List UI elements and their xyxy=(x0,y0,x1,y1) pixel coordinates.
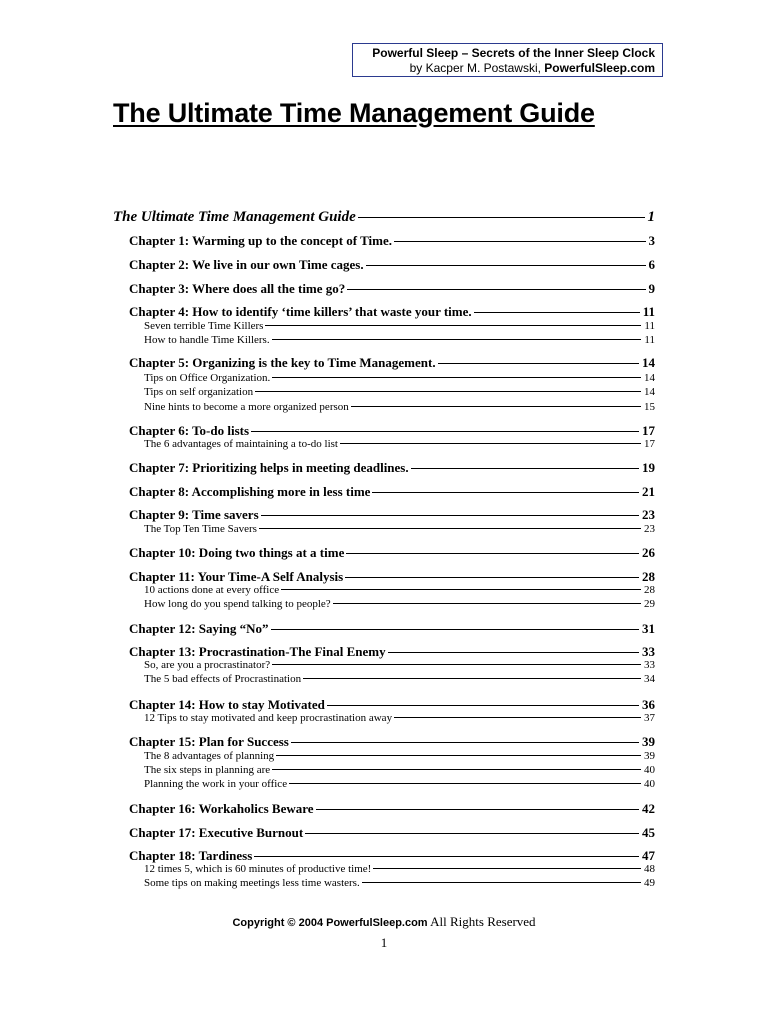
toc-entry-label: How long do you spend talking to people? xyxy=(144,598,331,610)
toc-leader-line xyxy=(358,217,645,218)
toc-page-number: 17 xyxy=(642,423,655,438)
toc-entry-label: Chapter 1: Warming up to the concept of Time. xyxy=(129,233,393,248)
toc-section-entry[interactable] xyxy=(144,712,655,724)
toc-entry-label: Chapter 4: How to identify ‘time killers’ that waste your time. xyxy=(129,304,472,319)
toc-leader-line xyxy=(438,363,639,364)
toc-entry-label: Chapter 15: Plan for Success xyxy=(129,734,289,749)
toc-chapter-entry[interactable] xyxy=(129,423,655,439)
toc-page-number: 21 xyxy=(642,484,655,499)
toc-chapter-entry[interactable] xyxy=(129,304,655,320)
toc-leader-line xyxy=(362,882,641,883)
toc-page-number: 11 xyxy=(642,304,655,319)
toc-section-entry[interactable] xyxy=(144,523,655,535)
toc-chapter-entry[interactable] xyxy=(129,644,655,660)
toc-entry-label: Nine hints to become a more organized person xyxy=(144,401,349,413)
toc-page-number: 14 xyxy=(644,372,655,384)
toc-section-entry[interactable] xyxy=(144,584,655,596)
toc-leader-line xyxy=(272,339,642,340)
toc-leader-line xyxy=(411,468,639,469)
toc-entry-label: Chapter 16: Workaholics Beware xyxy=(129,801,314,816)
toc-leader-line xyxy=(271,629,639,630)
toc-leader-line xyxy=(316,809,639,810)
toc-entry-label: Chapter 5: Organizing is the key to Time Management. xyxy=(129,355,436,370)
toc-chapter-entry[interactable] xyxy=(129,507,655,523)
toc-page-number: 3 xyxy=(648,233,655,248)
page-number: 1 xyxy=(380,935,388,950)
toc-leader-line xyxy=(289,783,641,784)
toc-entry-label: So, are you a procrastinator? xyxy=(144,659,271,671)
toc-chapter-entry[interactable] xyxy=(129,484,655,500)
toc-chapter-entry[interactable] xyxy=(129,545,655,561)
toc-leader-line xyxy=(372,492,639,493)
toc-entry-label: Chapter 11: Your Time-A Self Analysis xyxy=(129,569,344,584)
toc-leader-line xyxy=(373,868,641,869)
toc-page-number: 28 xyxy=(644,584,655,596)
toc-section-entry[interactable] xyxy=(144,598,655,610)
toc-entry-label: Chapter 7: Prioritizing helps in meeting deadlines. xyxy=(129,460,409,475)
toc-entry-label: Tips on Office Organization. xyxy=(144,372,271,384)
toc-leader-line xyxy=(394,717,641,718)
footer xyxy=(0,914,768,930)
toc-page-number: 33 xyxy=(642,644,655,659)
toc-leader-line xyxy=(276,755,641,756)
toc-entry-label: 12 times 5, which is 60 minutes of productive time! xyxy=(144,863,372,875)
toc-leader-line xyxy=(272,377,641,378)
toc-leader-line xyxy=(474,312,640,313)
toc-entry-label: Some tips on making meetings less time wasters. xyxy=(144,877,360,889)
toc-page-number: 42 xyxy=(642,801,655,816)
toc-entry-label: Chapter 12: Saying “No” xyxy=(129,621,269,636)
toc-leader-line xyxy=(265,325,641,326)
toc-entry-label: Chapter 14: How to stay Motivated xyxy=(129,697,325,712)
toc-section-entry[interactable] xyxy=(144,372,655,384)
toc-entry-label: How to handle Time Killers. xyxy=(144,334,270,346)
toc-page-number: 29 xyxy=(644,598,655,610)
toc-page-number: 40 xyxy=(644,764,655,776)
website-link[interactable]: PowerfulSleep.com xyxy=(544,61,655,75)
toc-entry-label: The 5 bad effects of Procrastination xyxy=(144,673,302,685)
toc-leader-line xyxy=(303,678,641,679)
toc-section-entry[interactable] xyxy=(144,659,655,671)
toc-leader-line xyxy=(259,528,641,529)
toc-page-number: 36 xyxy=(642,697,655,712)
toc-page-number: 19 xyxy=(642,460,655,475)
page-title: The Ultimate Time Management Guide xyxy=(113,98,595,128)
toc-leader-line xyxy=(345,577,639,578)
toc-page-number: 23 xyxy=(644,523,655,535)
toc-page-number: 39 xyxy=(644,750,655,762)
toc-section-entry[interactable] xyxy=(144,401,655,413)
author-name: by Kacper M. Postawski, xyxy=(409,61,545,75)
toc-page-number: 14 xyxy=(644,386,655,398)
toc-leader-line xyxy=(255,391,641,392)
toc-entry-label: Chapter 2: We live in our own Time cages. xyxy=(129,257,364,272)
toc-entry-label: Chapter 8: Accomplishing more in less time xyxy=(129,484,371,499)
author-line xyxy=(353,61,655,76)
toc-entry-label: 10 actions done at every office xyxy=(144,584,280,596)
toc-leader-line xyxy=(366,265,646,266)
toc-page-number: 34 xyxy=(644,673,655,685)
toc-leader-line xyxy=(272,664,641,665)
toc-page-number: 26 xyxy=(642,545,655,560)
toc-section-entry[interactable] xyxy=(144,750,655,762)
toc-chapter-entry[interactable] xyxy=(129,697,655,713)
toc-section-entry[interactable] xyxy=(144,334,655,346)
toc-leader-line xyxy=(347,289,645,290)
toc-page-number: 14 xyxy=(642,355,655,370)
toc-entry-label: Tips on self organization xyxy=(144,386,254,398)
toc-entry-label: The 6 advantages of maintaining a to-do list xyxy=(144,438,338,450)
toc-entry-label: The Top Ten Time Savers xyxy=(144,523,257,535)
toc-section-entry[interactable] xyxy=(144,877,655,889)
book-title: Powerful Sleep – Secrets of the Inner Sleep Clock xyxy=(372,46,655,60)
toc-page-number: 28 xyxy=(642,569,655,584)
toc-page-number: 17 xyxy=(644,438,655,450)
toc-page-number: 47 xyxy=(642,848,655,863)
toc-page-number: 23 xyxy=(642,507,655,522)
toc-entry-label: Chapter 13: Procrastination-The Final Enemy xyxy=(129,644,386,659)
toc-chapter-entry[interactable] xyxy=(129,734,655,750)
toc-page-number: 48 xyxy=(644,863,655,875)
toc-entry-label: The Ultimate Time Management Guide xyxy=(113,209,356,225)
toc-page-number: 49 xyxy=(644,877,655,889)
toc-page-number: 11 xyxy=(644,320,655,332)
toc-section-entry[interactable] xyxy=(144,320,655,332)
toc-entry-label: Chapter 9: Time savers xyxy=(129,507,259,522)
toc-leader-line xyxy=(388,652,639,653)
toc-leader-line xyxy=(251,431,639,432)
toc-section-entry[interactable] xyxy=(144,764,655,776)
toc-leader-line xyxy=(327,705,639,706)
toc-leader-line xyxy=(305,833,639,834)
toc-chapter-entry[interactable] xyxy=(129,848,655,864)
toc-chapter-entry[interactable] xyxy=(129,801,655,817)
toc-entry-label: Chapter 10: Doing two things at a time xyxy=(129,545,345,560)
toc-chapter-entry[interactable] xyxy=(129,257,655,273)
toc-leader-line xyxy=(346,553,639,554)
toc-section-entry[interactable] xyxy=(144,863,655,875)
toc-title-entry[interactable] xyxy=(113,209,655,226)
toc-page-number: 15 xyxy=(644,401,655,413)
toc-page-number: 9 xyxy=(648,281,655,296)
toc-page-number: 45 xyxy=(642,825,655,840)
toc-entry-label: 12 Tips to stay motivated and keep procrastination away xyxy=(144,712,393,724)
copyright-text: Copyright © 2004 PowerfulSleep.com xyxy=(232,917,428,929)
toc-entry-label: The 8 advantages of planning xyxy=(144,750,275,762)
toc-chapter-entry[interactable] xyxy=(129,621,655,637)
toc-page-number: 1 xyxy=(647,209,655,225)
toc-leader-line xyxy=(254,856,639,857)
toc-entry-label: Chapter 17: Executive Burnout xyxy=(129,825,304,840)
rights-text: All Rights Reserved xyxy=(427,914,536,929)
toc-entry-label: Chapter 6: To-do lists xyxy=(129,423,250,438)
toc-chapter-entry[interactable] xyxy=(129,233,655,249)
toc-entry-label: Chapter 18: Tardiness xyxy=(129,848,253,863)
toc-leader-line xyxy=(333,603,641,604)
toc-chapter-entry[interactable] xyxy=(129,460,655,476)
toc-page-number: 6 xyxy=(648,257,655,272)
toc-entry-label: Chapter 3: Where does all the time go? xyxy=(129,281,346,296)
toc-leader-line xyxy=(272,769,641,770)
toc-page-number: 31 xyxy=(642,621,655,636)
toc-chapter-entry[interactable] xyxy=(129,281,655,297)
toc-page-number: 40 xyxy=(644,778,655,790)
toc-leader-line xyxy=(281,589,641,590)
toc-section-entry[interactable] xyxy=(144,386,655,398)
toc-entry-label: Seven terrible Time Killers xyxy=(144,320,264,332)
toc-section-entry[interactable] xyxy=(144,673,655,685)
toc-section-entry[interactable] xyxy=(144,438,655,450)
toc-page-number: 37 xyxy=(644,712,655,724)
toc-chapter-entry[interactable] xyxy=(129,355,655,371)
toc-page-number: 33 xyxy=(644,659,655,671)
toc-section-entry[interactable] xyxy=(144,778,655,790)
toc-entry-label: The six steps in planning are xyxy=(144,764,271,776)
toc-leader-line xyxy=(394,241,645,242)
toc-leader-line xyxy=(291,742,639,743)
toc-chapter-entry[interactable] xyxy=(129,825,655,841)
toc-chapter-entry[interactable] xyxy=(129,569,655,585)
toc-leader-line xyxy=(351,406,641,407)
toc-entry-label: Planning the work in your office xyxy=(144,778,288,790)
header-box xyxy=(352,43,663,77)
toc-leader-line xyxy=(261,515,639,516)
toc-page-number: 39 xyxy=(642,734,655,749)
toc-page-number: 11 xyxy=(644,334,655,346)
toc-leader-line xyxy=(340,443,641,444)
